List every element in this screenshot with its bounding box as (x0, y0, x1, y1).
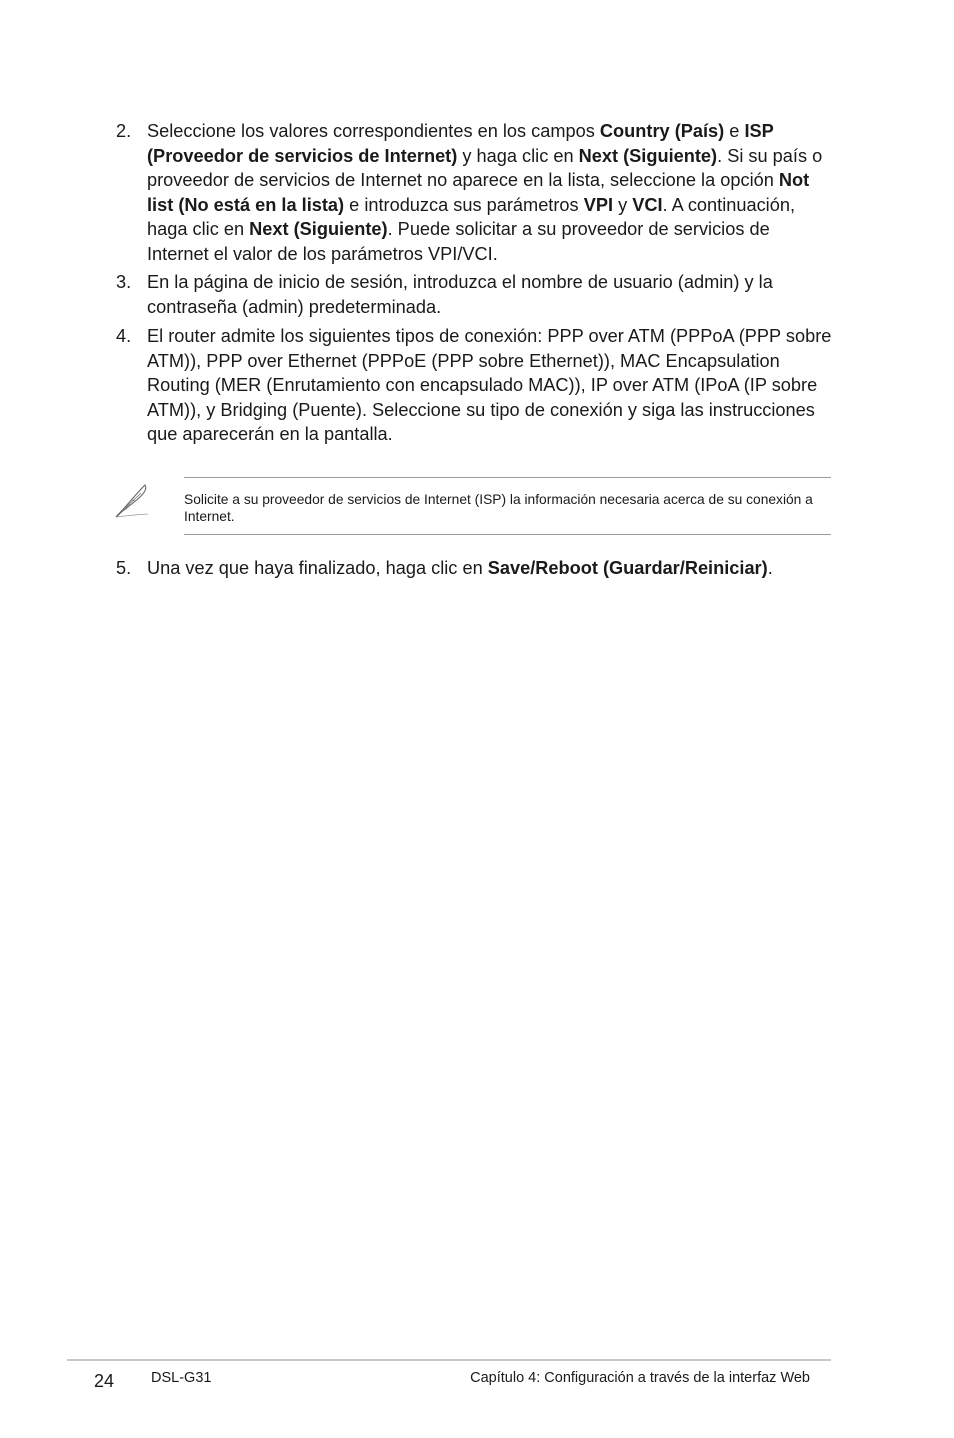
bold-term: VPI (583, 194, 614, 215)
product-model: DSL-G31 (151, 1370, 212, 1386)
step-number: 4. (116, 326, 132, 346)
step-3 (116, 270, 836, 319)
bold-term: Next (Siguiente) (578, 145, 718, 166)
bold-term: Save/Reboot (Guardar/Reiniciar) (487, 558, 768, 578)
step-text: El router admite los siguientes tipos de conexión: PPP over ATM (PPPoA (PPP sobre ATM)), PPP over Ethernet (PPPoE (PPP sobre Ethernet)), MAC Encapsulation Routing (MER (Enrutamiento con encapsulado MAC)), IP over ATM (IPoA (IP sobre ATM)), y Bridging (Puente). Seleccione su tipo de conexión y siga las instrucciones que aparecerán en la pantalla. (147, 326, 832, 445)
step-number: 2. (116, 121, 132, 141)
bold-term: VCI (632, 194, 663, 215)
bold-term: Country (País) (599, 121, 725, 141)
step-number: 3. (116, 272, 132, 292)
step-number: 5. (116, 558, 132, 578)
step-text: Seleccione los valores correspondientes en los campos Country (País) e ISP (Proveedor de servicios de Internet) y haga clic en Next (Siguiente). Si su país o proveedor de servicios de Internet no aparece en la lista, seleccione la opción Not list (No está en la lista) e introduzca sus parámetros VPI y VCI. A continuación, haga clic en Next (Siguiente). Puede solicitar a su proveedor de servicios de Internet el valor de los parámetros VPI/VCI. (147, 121, 823, 264)
step-text: Una vez que haya finalizado, haga clic en Save/Reboot (Guardar/Reiniciar). (147, 558, 773, 578)
step-5 (116, 556, 836, 581)
bold-term: Not list (No está en la lista) (147, 170, 810, 215)
bold-term: Next (Siguiente) (249, 219, 388, 240)
step-2 (116, 119, 836, 267)
step-text: En la página de inicio de sesión, introduzca el nombre de usuario (admin) y la contraseña (admin) predeterminada. (147, 272, 773, 317)
chapter-title: Capítulo 4: Configuración a través de la interfaz Web (470, 1370, 810, 1386)
footer-divider (67, 1359, 831, 1361)
note-box (184, 477, 831, 535)
bold-term: ISP (Proveedor de servicios de Internet) (147, 121, 774, 166)
note-pen-icon (114, 482, 150, 518)
note-text: Solicite a su proveedor de servicios de Internet (ISP) la información necesaria acerca de su conexión a Internet. (184, 492, 813, 525)
page-number: 24 (94, 1371, 115, 1391)
step-4 (116, 324, 836, 447)
